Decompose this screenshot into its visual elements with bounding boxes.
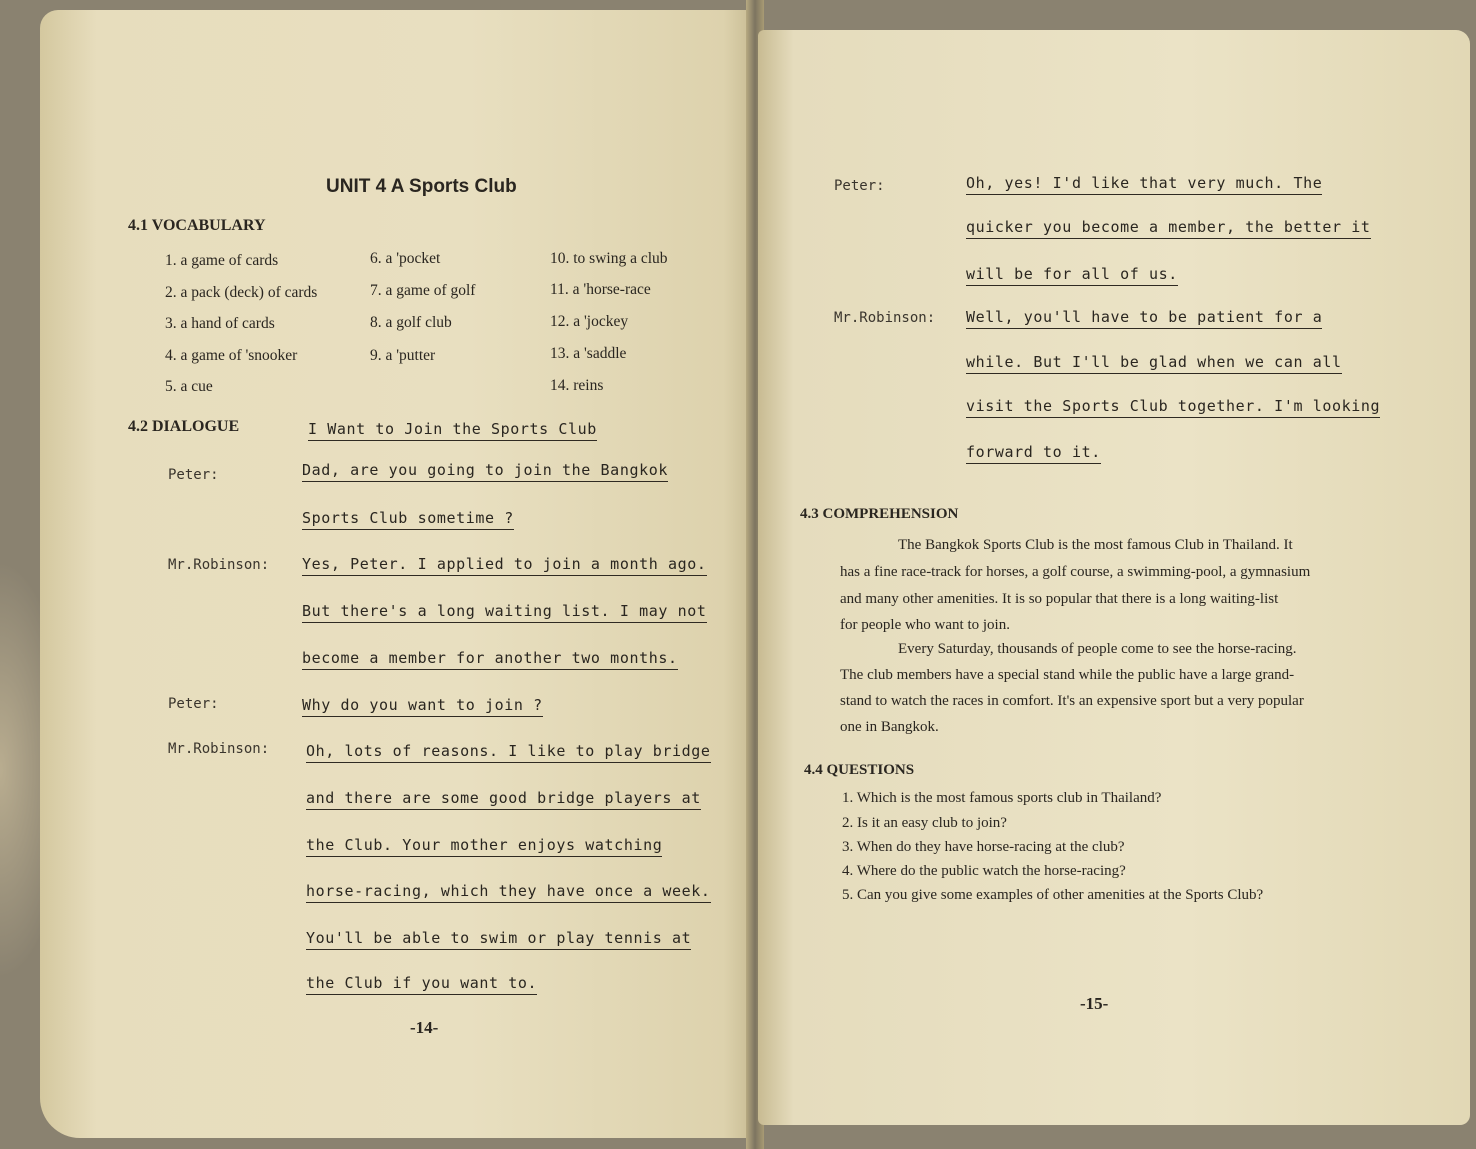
speaker-label: Peter:	[834, 178, 885, 194]
dialogue-line: Why do you want to join ?	[302, 696, 543, 717]
dialogue-line: Oh, yes! I'd like that very much. The	[966, 174, 1322, 195]
speaker-label: Peter:	[168, 467, 219, 483]
dialogue-line: the Club. Your mother enjoys watching	[306, 836, 662, 857]
dialogue-line: become a member for another two months.	[302, 649, 678, 670]
page-number: -14-	[410, 1018, 439, 1037]
speaker-label: Mr.Robinson:	[834, 310, 936, 326]
speaker-label: Mr.Robinson:	[168, 741, 270, 757]
comprehension-line: for people who want to join.	[840, 617, 1010, 633]
vocab-item: 3. a hand of cards	[165, 315, 275, 332]
speaker-label: Mr.Robinson:	[168, 557, 270, 573]
speaker-label: Peter:	[168, 696, 219, 712]
dialogue-line: while. But I'll be glad when we can all	[966, 353, 1342, 374]
dialogue-line: the Club if you want to.	[306, 974, 537, 995]
comprehension-line: Every Saturday, thousands of people come to see the horse-racing.	[898, 641, 1297, 657]
question-item: 3. When do they have horse-racing at the club?	[842, 839, 1125, 855]
questions-heading: 4.4 QUESTIONS	[804, 762, 915, 778]
vocab-item: 10. to swing a club	[550, 250, 668, 267]
vocab-item: 2. a pack (deck) of cards	[165, 284, 318, 301]
comprehension-line: one in Bangkok.	[840, 719, 939, 735]
vocab-item: 5. a cue	[165, 378, 213, 395]
dialogue-line: forward to it.	[966, 443, 1101, 464]
dialogue-line: Oh, lots of reasons. I like to play bridge	[306, 742, 711, 763]
vocab-item: 14. reins	[550, 377, 604, 394]
dialogue-line: Well, you'll have to be patient for a	[966, 308, 1322, 329]
dialogue-heading: 4.2 DIALOGUE	[128, 418, 240, 435]
dialogue-line: horse-racing, which they have once a week.	[306, 882, 711, 903]
dialogue-line: Sports Club sometime ?	[302, 509, 514, 530]
dialogue-line: quicker you become a member, the better it	[966, 218, 1371, 239]
question-item: 1. Which is the most famous sports club in Thailand?	[842, 790, 1162, 806]
vocab-item: 9. a 'putter	[370, 347, 436, 364]
vocab-item: 4. a game of 'snooker	[165, 347, 298, 364]
question-item: 2. Is it an easy club to join?	[842, 815, 1007, 831]
comprehension-line: has a fine race-track for horses, a golf course, a swimming-pool, a gymnasium	[840, 564, 1311, 580]
dialogue-line: Dad, are you going to join the Bangkok	[302, 461, 668, 482]
vocab-item: 12. a 'jockey	[550, 313, 629, 330]
question-item: 5. Can you give some examples of other amenities at the Sports Club?	[842, 887, 1264, 903]
unit-title: UNIT 4 A Sports Club	[326, 176, 517, 197]
page-number: -15-	[1080, 994, 1109, 1013]
dialogue-line: You'll be able to swim or play tennis at	[306, 929, 691, 950]
vocab-item: 7. a game of golf	[370, 282, 476, 299]
dialogue-line: But there's a long waiting list. I may not	[302, 602, 707, 623]
vocab-item: 11. a 'horse-race	[550, 281, 651, 298]
question-item: 4. Where do the public watch the horse-racing?	[842, 863, 1126, 879]
vocabulary-heading: 4.1 VOCABULARY	[128, 217, 266, 234]
comprehension-heading: 4.3 COMPREHENSION	[800, 506, 959, 522]
comprehension-line: The Bangkok Sports Club is the most famous Club in Thailand. It	[898, 537, 1293, 553]
dialogue-line: and there are some good bridge players at	[306, 789, 701, 810]
dialogue-line: will be for all of us.	[966, 265, 1178, 286]
vocab-item: 8. a golf club	[370, 314, 452, 331]
comprehension-line: stand to watch the races in comfort. It's an expensive sport but a very popular	[840, 693, 1304, 709]
right-page	[758, 30, 1470, 1125]
vocab-item: 13. a 'saddle	[550, 345, 627, 362]
comprehension-line: and many other amenities. It is so popular that there is a long waiting-list	[840, 591, 1279, 607]
dialogue-line: Yes, Peter. I applied to join a month ago.	[302, 555, 707, 576]
vocab-item: 6. a 'pocket	[370, 250, 441, 267]
dialogue-title: I Want to Join the Sports Club	[308, 420, 597, 441]
left-page	[40, 10, 752, 1138]
comprehension-line: The club members have a special stand while the public have a large grand-	[840, 667, 1295, 683]
dialogue-line: visit the Sports Club together. I'm looking	[966, 397, 1380, 418]
vocab-item: 1. a game of cards	[165, 252, 279, 269]
